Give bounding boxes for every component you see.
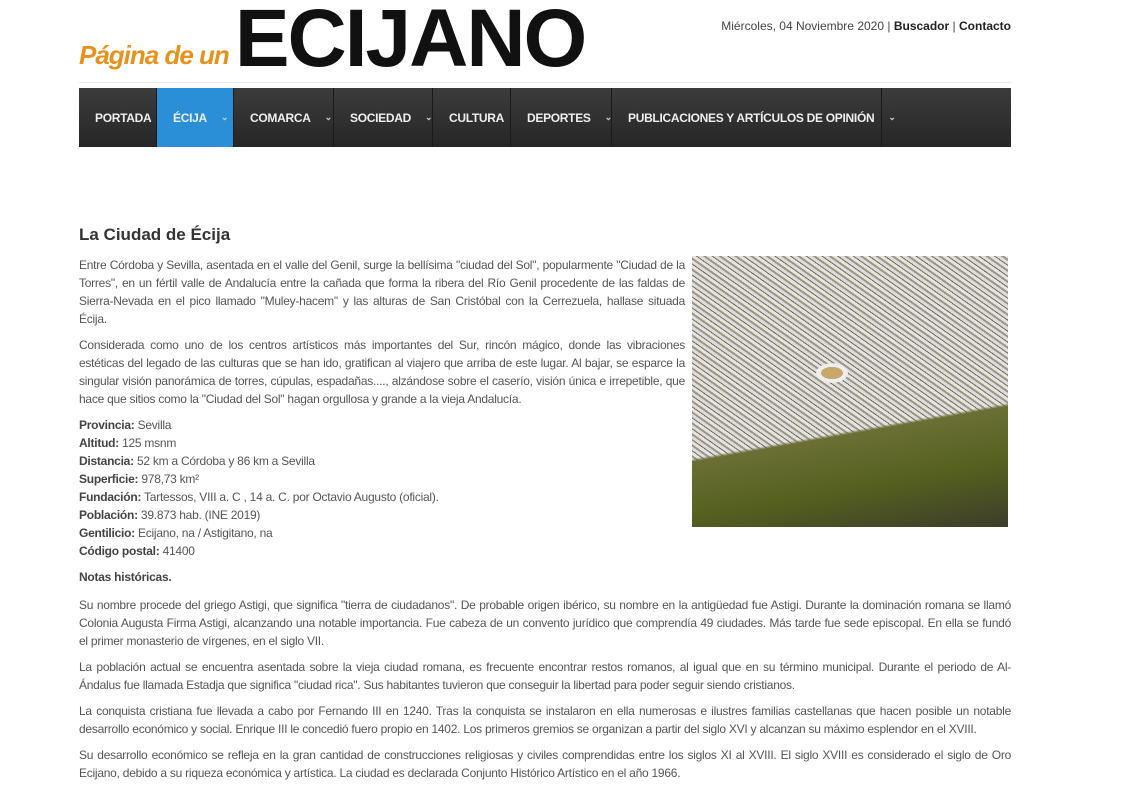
separator: | [887,19,891,33]
current-date: Miércoles, 04 Noviembre 2020 [721,19,885,33]
nav-cultura[interactable] [433,88,511,147]
intro-paragraph: Considerada como uno de los centros artísticos más importantes del Sur, rincón mágico, donde las vibraciones estéticas del legado de las culturas que se han ido, gratifican al viajero que arriba de este lugar. Al bajar, se esparce la singular visión panorámica de torres, cúpulas, espadañas...., alzándose sobre el caserío, visión única e irrepetible, que hace que sitios como la "Ciudad del Sol" hagan orgullosa y grande a la vieja Andalucía. [79,338,685,406]
nav-label: ÉCIJA [173,110,207,125]
chevron-down-icon: ⌄ [424,112,433,122]
history-paragraph: Su nombre procede del griego Astigi, que significa "tierra de ciudadanos". De probable origen ibérico, su nombre en la antigüedad fue Astigi. Durante la dominación romana se llamó Colonia Augusta Firma Astigi, alcanzando una notable importancia. Fue cabeza de un convento jurídico que comprendía 49 ciudades. Más tarde fue sede episcopal. En ella se fundó el primer monasterio de vírgenes, en el siglo VII. [79,598,1011,648]
intro-paragraph: Entre Córdoba y Sevilla, asentada en el valle del Genil, surge la bellísima "ciudad del Sol", popularmente "Ciudad de la Torres", en un fértil valle de Andalucía entre la cañada que forma la ribera del Río Genil procedente de las faldas de Sierra-Nevada en el pico llamado "Muley-hacem" y las alturas de San Cristóbal con la Cerrezuela, hallase situada Écija. [79,258,685,326]
history-paragraph: La población actual se encuentra asentada sobre la vieja ciudad romana, es frecuente encontrar restos romanos, al igual que en su término municipal. Durante el periodo de Al-Ándalus fue llamada Estadja que significa "ciudad rica". Sus habitantes tuvieron que conseguir la libertad para poder seguir siendo cristianos. [79,660,1011,692]
nav-portada[interactable] [79,88,157,147]
site-logo[interactable] [79,0,586,84]
fact-value: Tartessos, VIII a. C , 14 a. C. por Octavio Augusto (oficial). [141,490,439,504]
header-divider [79,82,1011,83]
history-paragraph: Su desarrollo económico se refleja en la gran cantidad de construcciones religiosas y civiles comprendidas entre los siglos XI al XVIII. El siglo XVIII es considerado el siglo de Oro Ecijano, debido a su riqueza económica y artística. La ciudad es declarada Conjunto Histórico Artístico en el año 1966. [79,748,1011,780]
history-paragraph: La conquista cristiana fue llevada a cabo por Fernando III en 1240. Tras la conquista se instalaron en ella numerosas e ilustres familias castellanas que hacen posible un notable desarrollo económico y social. Enrique III le concedió fuero propio en 1402. Los primeros gremios se organizan a partir del siglo XVI y alcanzan su máximo esplendor en el XVIII. [79,704,1011,736]
fact-key: Fundación: [79,490,142,504]
nav-label: PUBLICACIONES Y ARTÍCULOS DE OPINIÓN [628,110,875,125]
chevron-down-icon: ⌄ [220,112,229,122]
nav-label: PORTADA [95,110,152,125]
fact-value: 978,73 km² [138,472,199,486]
fact-value: 125 msnm [118,436,177,450]
fact-codigo-postal [79,542,685,560]
nav-ecija[interactable] [157,88,234,147]
nav-deportes[interactable] [511,88,612,147]
separator: | [952,19,956,33]
article-body [79,256,1011,790]
fact-value: 39.873 hab. (INE 2019) [137,508,261,522]
nav-comarca[interactable] [234,88,334,147]
fact-provincia [79,416,685,434]
fact-gentilicio [79,524,685,542]
section-heading: Notas históricas. [79,570,172,584]
logo-prefix-text: Página de un [79,40,229,70]
fact-key: Altitud: [79,436,119,450]
top-links [721,19,1011,33]
fact-poblacion [79,506,685,524]
nav-label: SOCIEDAD [350,110,411,125]
nav-publicaciones[interactable] [612,88,896,147]
nav-sociedad[interactable] [334,88,433,147]
main-nav [79,88,1011,147]
fact-value: 41400 [159,544,195,558]
fact-key: Población: [79,508,138,522]
chevron-down-icon: ⌄ [604,112,612,122]
page-title: La Ciudad de Écija [79,225,231,244]
fact-superficie [79,470,685,488]
fact-fundacion [79,488,685,506]
chevron-down-icon: ⌄ [888,112,896,122]
buscador-link[interactable]: Buscador [893,19,950,33]
logo-main-text: ECIJANO [234,0,586,84]
nav-label: DEPORTES [527,110,591,125]
fact-key: Código postal: [79,544,160,558]
contacto-link[interactable]: Contacto [959,19,1011,33]
nav-label: COMARCA [250,110,311,125]
fact-altitud [79,434,685,452]
chevron-down-icon: ⌄ [324,112,332,122]
fact-value: Sevilla [134,418,172,432]
fact-distancia [79,452,685,470]
fact-key: Superficie: [79,472,139,486]
fact-key: Gentilicio: [79,526,135,540]
fact-value: Ecijano, na / Astigitano, na [134,526,273,540]
fact-key: Provincia: [79,418,135,432]
facts-list [79,416,685,560]
nav-label: CULTURA [449,110,504,125]
fact-key: Distancia: [79,454,134,468]
fact-value: 52 km a Córdoba y 86 km a Sevilla [133,454,315,468]
